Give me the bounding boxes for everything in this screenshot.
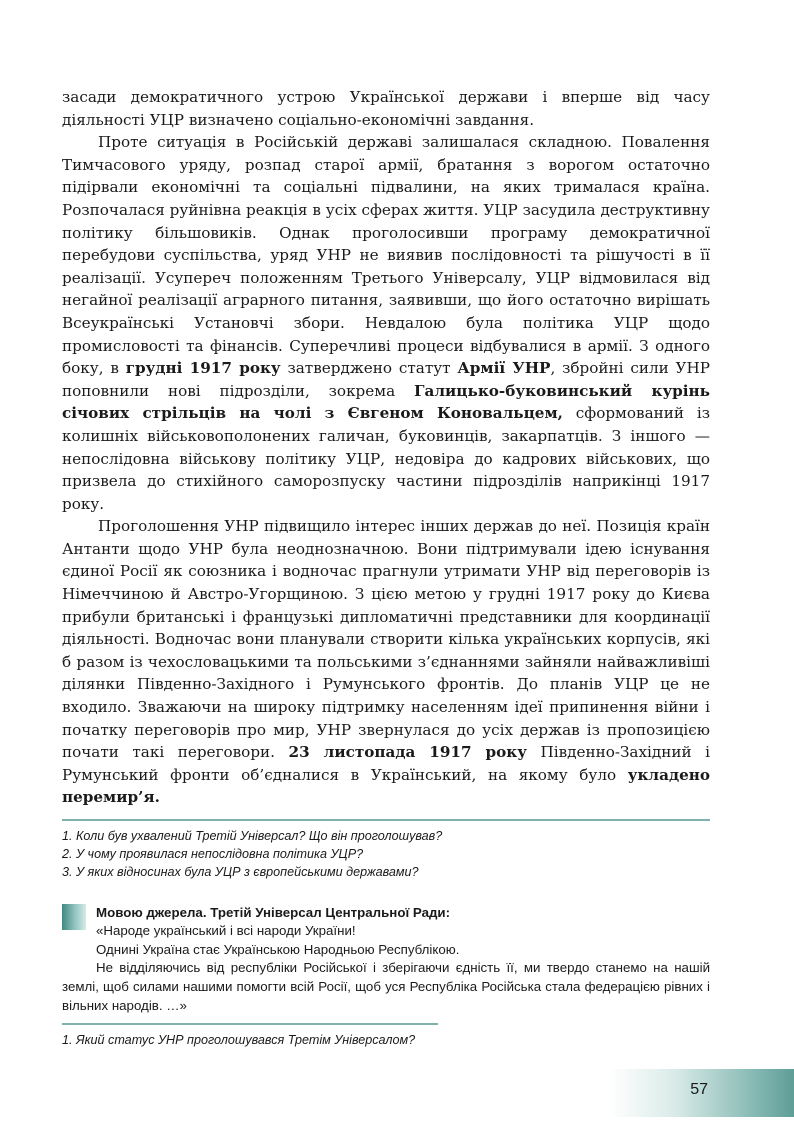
text-run: затверджено статут <box>280 359 458 378</box>
paragraph-continued <box>62 86 710 131</box>
question-item: 3. У яких відносинах була УЦР з європейськими державами? <box>62 865 419 880</box>
question-item: 2. У чому проявилася непослідовна політика УЦР? <box>62 847 364 862</box>
source-marker-icon <box>62 904 86 930</box>
review-questions <box>62 821 710 882</box>
bold-date: 23 листопада 1917 року <box>288 743 527 762</box>
primary-source-box <box>62 904 710 1016</box>
source-line: «Народе український і всі народи України! <box>96 923 356 939</box>
source-question: 1. Який статус УНР проголошувався Третім Універсалом? <box>62 1033 416 1048</box>
source-paragraph: Не відділяючись від республіки Російської і зберігаючи єдність її, ми твердо станемо на нашій землі, щоб силами нашими помогти всій Росії, щоб уся Республіка Російська стала федерацією рівних і вільних народів. …» <box>62 960 710 1013</box>
text-run: , збройні сили УНР поповнили нові підрозділи, зокрема <box>62 359 710 400</box>
bold-term: Галицько-буковинський курінь січових стрільців на чолі з Євгеном Коновальцем, <box>62 381 710 423</box>
paragraph-text: засади демократичного устрою Української держави і вперше від часу діяльності УЦР визначено соціально-економічні завдання. <box>62 88 710 129</box>
text-run: Проте ситуація в Російській державі залишалася складною. Повалення Тимчасового уряду, розпад старої армії, братання з ворогом остаточно підірвали економічні та соціальні підвалини, на яких трималася країна. Розпочалася руйнівна реакція в усіх сферах життя. УЦР засудила деструктивну політику більшовиків. Однак проголосивши програму демократичної перебудови суспільства, уряд УНР не виявив послідовності та рішучості в її реалізації. Усупереч положенням Третього Універсалу, УЦР відмовилася від негайної реалізації аграрного питання, заявивши, що його остаточно вирішать Всеукраїнські Установчі збори. Невдалою була політика УЦР щодо промисловості та фінансів. Суперечливі процеси відбувалися в армії. З одного боку, в <box>62 133 710 378</box>
paragraph-situation <box>62 131 710 515</box>
text-run: сформований із колишніх військовополонених галичан, буковинців, закарпатців. З іншого — непослідовна військову політику УЦР, недовіра до кадрових військових, що призвела до стихійного саморозпуску частини підрозділів наприкінці 1917 року. <box>62 404 710 513</box>
text-run: Південно-Західний і Румунський фронти об’єдналися в Український, на якому було <box>62 743 710 784</box>
source-text <box>62 904 710 1016</box>
divider-short <box>62 1023 438 1025</box>
page-content <box>62 86 710 1049</box>
bold-date: грудні 1917 року <box>125 359 281 378</box>
source-heading: Мовою джерела. Третій Універсал Центральної Ради: <box>96 904 451 920</box>
bold-term: укладено перемир’я. <box>62 765 710 807</box>
source-line: Однині Україна стає Українською Народньою Республікою. <box>96 941 460 957</box>
bold-term: Армії УНР <box>457 359 551 378</box>
main-text <box>62 86 710 809</box>
text-run: Проголошення УНР підвищило інтерес інших держав до неї. Позиція країн Антанти щодо УНР була неоднозначною. Вони підтримували ідею існування єдиної Росії як союзника і водночас прагнули утримати УНР від переговорів із Німеччиною й Австро-Угорщиною. З цією метою у грудні 1917 року до Києва прибули британські і французькі дипломатичні представники для координації діяльності. Водночас вони планували створити кілька українських корпусів, які б разом із чехословацькими та польськими з’єднаннями зайняли найважливіші ділянки Південно-Західного і Румунського фронтів. До планів УЦР це не входило. Зважаючи на широку підтримку населенням ідеї припинення війни і початку переговорів про мир, УНР звернулася до усіх держав із пропозицією почати такі переговори. <box>62 517 710 762</box>
paragraph-foreign-relations <box>62 515 710 809</box>
question-item: 1. Коли був ухвалений Третій Універсал? Що він проголошував? <box>62 829 443 843</box>
page-number: 57 <box>690 1081 708 1098</box>
